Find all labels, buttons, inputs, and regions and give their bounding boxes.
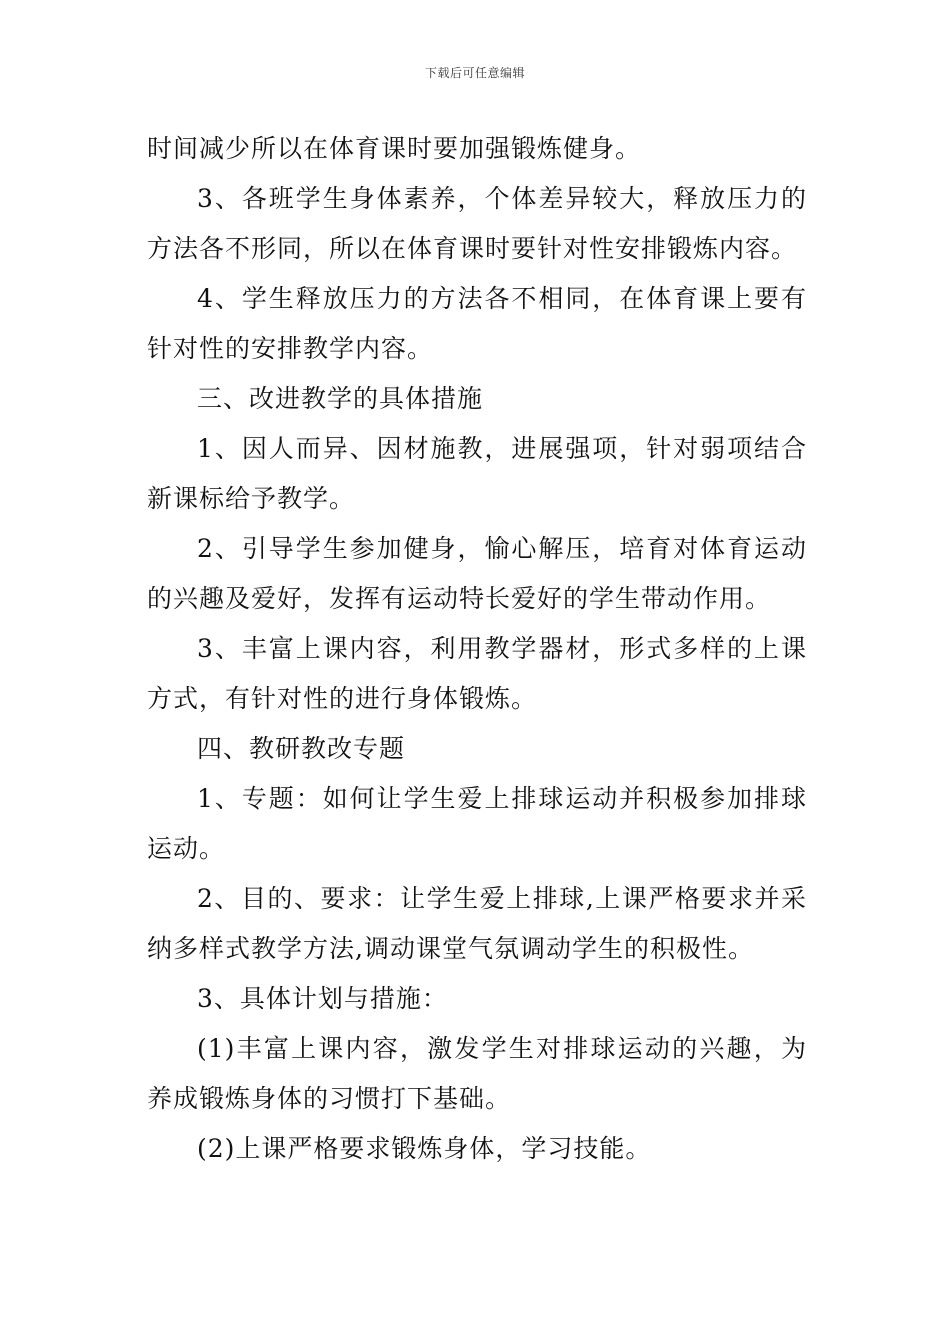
paragraph-measure-3: 3、丰富上课内容，利用教学器材，形式多样的上课方式，有针对性的进行身体锻炼。 <box>147 634 807 713</box>
paragraph-goals: 2、目的、要求：让学生爱上排球,上课严格要求并采纳多样式教学方法,调动课堂气氛调动学生的积极性。 <box>147 884 807 963</box>
paragraph-plan-2: (2)上课严格要求锻炼身体，学习技能。 <box>197 1134 652 1163</box>
paragraph-plan-1: (1)丰富上课内容，激发学生对排球运动的兴趣，为养成锻炼身体的习惯打下基础。 <box>147 1034 807 1113</box>
paragraph-item-4: 4、学生释放压力的方法各不相同，在体育课上要有针对性的安排教学内容。 <box>147 284 807 363</box>
paragraph-topic: 1、专题：如何让学生爱上排球运动并积极参加排球运动。 <box>147 784 807 863</box>
section-heading-4: 四、教研教改专题 <box>197 734 406 763</box>
paragraph-item-3: 3、各班学生身体素养，个体差异较大，释放压力的方法各不形同，所以在体育课时要针对性安排锻炼内容。 <box>147 184 807 263</box>
section-heading-3: 三、改进教学的具体措施 <box>197 384 484 413</box>
document-body <box>147 124 807 1174</box>
page-header: 下载后可任意编辑 <box>424 66 525 80</box>
paragraph-measure-2: 2、引导学生参加健身，愉心解压，培育对体育运动的兴趣及爱好，发挥有运动特长爱好的学生带动作用。 <box>147 534 807 613</box>
paragraph-continuation: 时间减少所以在体育课时要加强锻炼健身。 <box>147 134 642 163</box>
paragraph-measure-1: 1、因人而异、因材施教，进展强项，针对弱项结合新课标给予教学。 <box>147 434 807 513</box>
paragraph-plan-heading: 3、具体计划与措施： <box>197 984 448 1013</box>
